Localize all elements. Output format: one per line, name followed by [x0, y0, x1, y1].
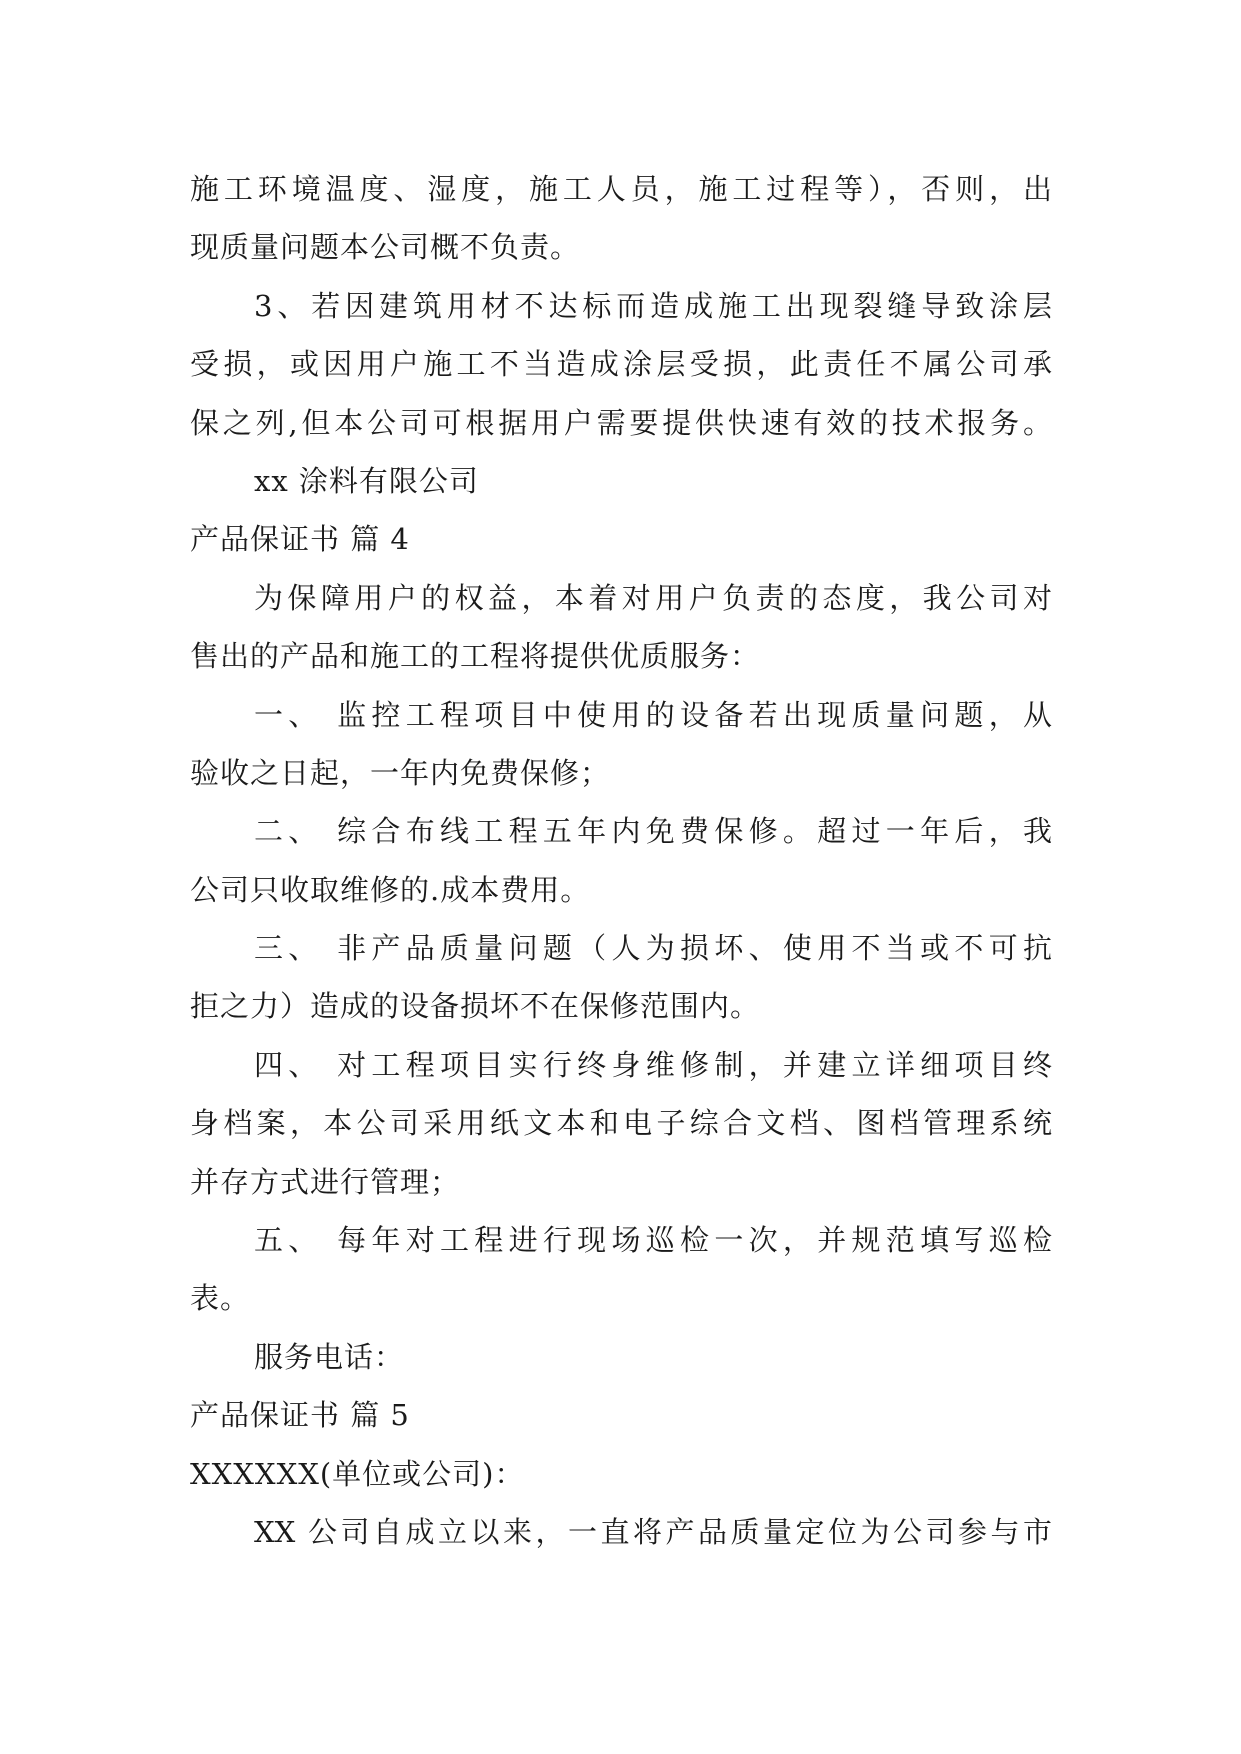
text-line: 身档案，本公司采用纸文本和电子综合文档、图档管理系统: [190, 1106, 1052, 1141]
text-line: 公司只收取维修的.成本费用。: [190, 872, 591, 907]
section-heading: 产品保证书 篇 4: [190, 522, 410, 557]
text-line: 受损，或因用户施工不当造成涂层受损，此责任不属公司承: [190, 347, 1052, 382]
text-line: 保之列,但本公司可根据用户需要提供快速有效的技术报务。: [190, 405, 1052, 440]
text-line: 3、若因建筑用材不达标而造成施工出现裂缝导致涂层: [254, 288, 1052, 323]
document-page: [190, 160, 1052, 1561]
text-line: 现质量问题本公司概不负责。: [190, 230, 581, 265]
text-line: 为保障用户的权益，本着对用户负责的态度，我公司对: [254, 580, 1052, 615]
text-line: 售出的产品和施工的工程将提供优质服务：: [190, 639, 761, 674]
text-line: 三、 非产品质量问题（人为损坏、使用不当或不可抗: [254, 931, 1052, 966]
section-heading: 产品保证书 篇 5: [190, 1398, 410, 1433]
text-line: 四、 对工程项目实行终身维修制，并建立详细项目终: [254, 1047, 1052, 1082]
text-line: 验收之日起，一年内免费保修；: [190, 755, 611, 790]
text-line: 表。: [190, 1281, 251, 1316]
text-line: 五、 每年对工程进行现场巡检一次，并规范填写巡检: [254, 1223, 1052, 1258]
text-line: 施工环境温度、湿度，施工人员，施工过程等），否则，出: [190, 172, 1052, 206]
text-line: 拒之力）造成的设备损坏不在保修范围内。: [190, 989, 761, 1024]
company-signature: xx 涂料有限公司: [254, 463, 479, 498]
text-line: XX 公司自成立以来，一直将产品质量定位为公司参与市: [254, 1514, 1052, 1549]
text-line: 二、 综合布线工程五年内免费保修。超过一年后，我: [254, 814, 1052, 849]
service-phone-label: 服务电话：: [254, 1339, 405, 1374]
text-line: 一、 监控工程项目中使用的设备若出现质量问题，从: [254, 697, 1052, 732]
text-line: 并存方式进行管理；: [190, 1164, 461, 1199]
addressee-line: XXXXXX(单位或公司)：: [190, 1456, 525, 1491]
